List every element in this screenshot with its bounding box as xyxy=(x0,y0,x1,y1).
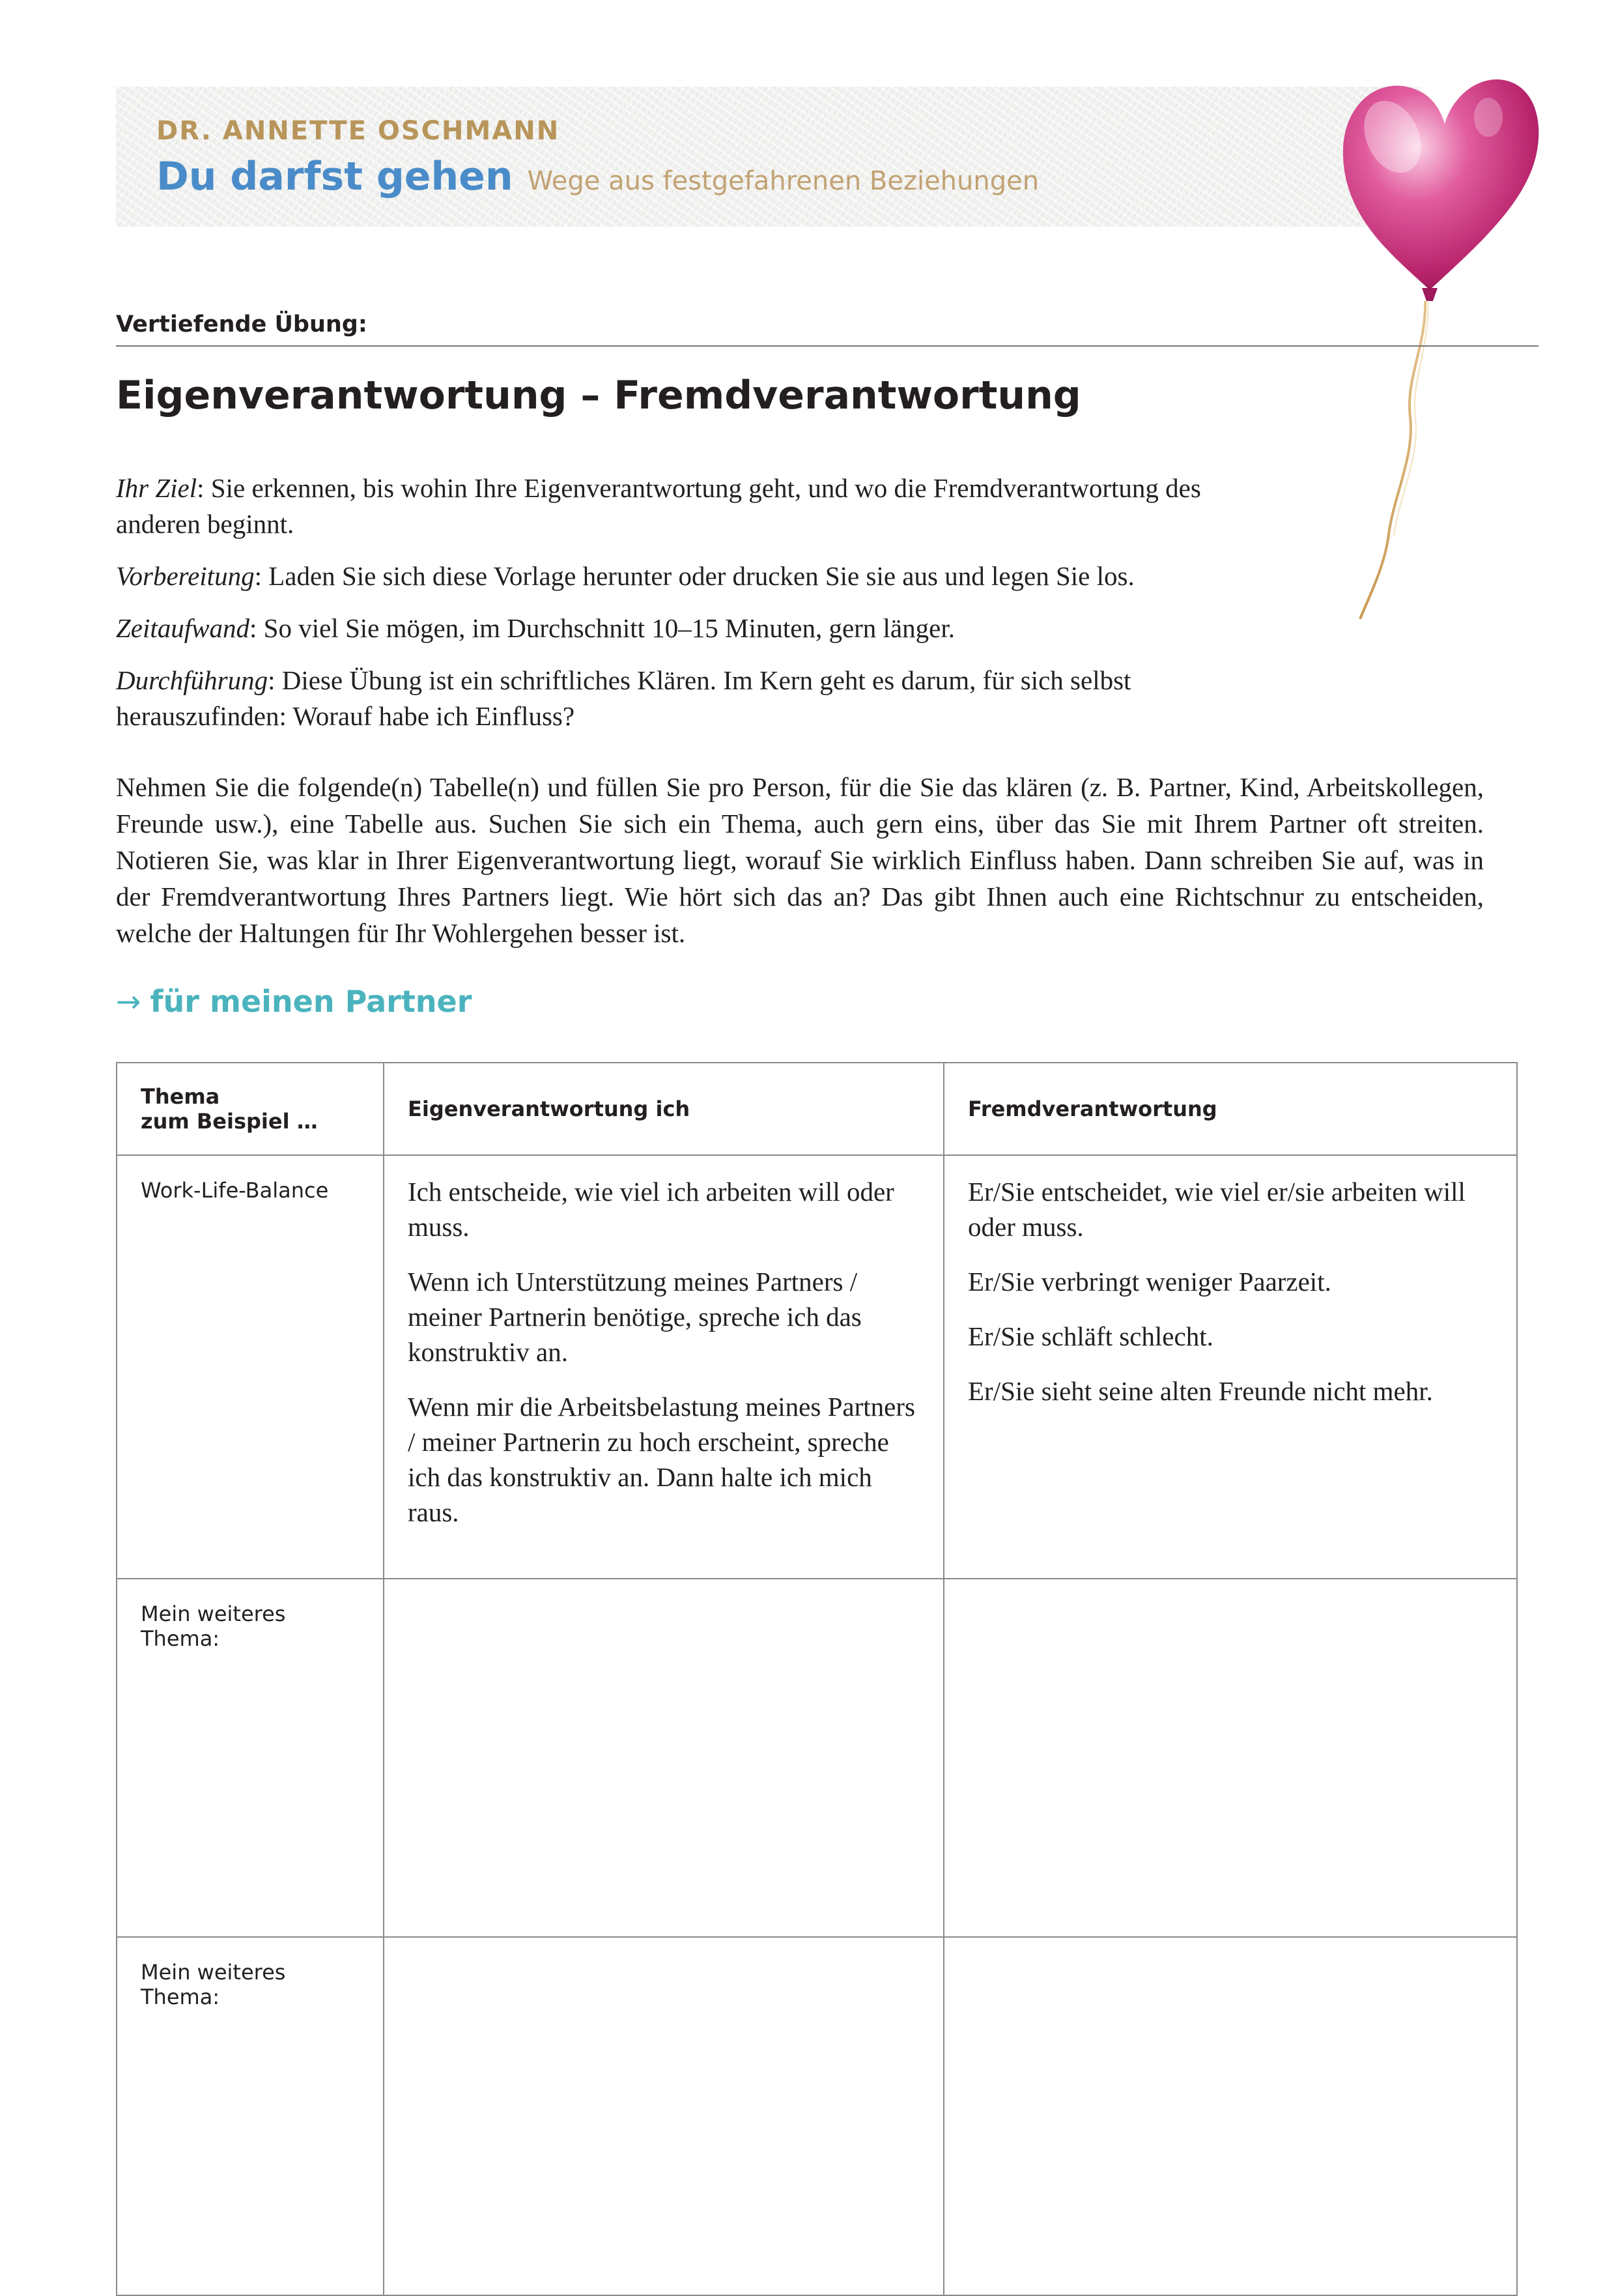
section-heading-text: für meinen Partner xyxy=(150,984,472,1019)
responsibility-table xyxy=(116,1062,1518,2296)
info-time-text: : So viel Sie mögen, im Durchschnitt 10–15 Minuten, gern länger. xyxy=(249,613,955,643)
info-goal-text: : Sie erkennen, bis wohin Ihre Eigenverantwortung geht, und wo die Fremdverantwortung des anderen beginnt. xyxy=(116,473,1201,539)
divider xyxy=(116,345,1538,347)
header-own-responsibility: Eigenverantwortung ich xyxy=(384,1063,944,1155)
author-name: DR. ANNETTE OSCHMANN xyxy=(156,116,560,146)
other-item: Er/Sie entscheidet, wie viel er/sie arbeiten will oder muss. xyxy=(968,1177,1466,1242)
blank-own-cell[interactable] xyxy=(384,1937,944,2295)
header-topic xyxy=(117,1063,384,1155)
book-title: Du darfst gehen xyxy=(156,154,513,199)
info-goal-label: Ihr Ziel xyxy=(116,473,197,503)
blank-other-cell[interactable] xyxy=(944,1937,1517,2295)
blank-topic: Mein weiteres Thema: xyxy=(117,1579,384,1937)
info-time-label: Zeitaufwand xyxy=(116,613,250,643)
info-preparation-text: : Laden Sie sich diese Vorlage herunter oder drucken Sie sie aus und legen Sie los. xyxy=(254,561,1135,591)
info-preparation xyxy=(116,558,1288,594)
blank-other-cell[interactable] xyxy=(944,1579,1517,1937)
exercise-kicker: Vertiefende Übung: xyxy=(116,311,367,337)
exercise-title: Eigenverantwortung – Fremdverantwortung xyxy=(116,373,1081,418)
info-procedure xyxy=(116,663,1288,734)
example-topic: Work-Life-Balance xyxy=(117,1155,384,1579)
intro-paragraph: Nehmen Sie die folgende(n) Tabelle(n) und füllen Sie pro Person, für die Sie das klären (z. B. Partner, Kind, Arbeitskollegen, Freunde usw.), eine Tabelle aus. Suchen Sie sich ein Thema, auch gern eins, über das Sie mit Ihrem Partner oft streiten. Notieren Sie, was klar in Ihrer Eigenverantwortung liegt, worauf Sie wirklich Einfluss haben. Dann schreiben Sie auf, was in der Fremdverantwortung Ihres Partners liegt. Wie hört sich das an? Das gibt Ihnen auch eine Richtschnur zu entscheiden, welche der Haltungen für Ihr Wohlergehen besser ist. xyxy=(116,772,1484,948)
arrow-right-icon: → xyxy=(116,984,141,1019)
exercise-info xyxy=(116,470,1288,751)
info-time xyxy=(116,610,1288,646)
section-heading xyxy=(116,984,472,1019)
info-preparation-label: Vorbereitung xyxy=(116,561,255,591)
info-procedure-label: Durchführung xyxy=(116,665,268,695)
header-topic-line2: zum Beispiel … xyxy=(141,1109,318,1134)
table-row xyxy=(117,1155,1517,1579)
blank-topic: Mein weiteres Thema: xyxy=(117,1937,384,2295)
example-other-cell[interactable] xyxy=(944,1155,1517,1579)
header-other-responsibility: Fremdverantwortung xyxy=(944,1063,1517,1155)
other-item: Er/Sie schläft schlecht. xyxy=(968,1321,1213,1351)
other-item: Er/Sie verbringt weniger Paarzeit. xyxy=(968,1267,1331,1297)
own-item: Wenn ich Unterstützung meines Partners / meiner Partnerin benötige, spreche ich das konstruktiv an. xyxy=(408,1267,862,1367)
book-subtitle: Wege aus festgefahrenen Beziehungen xyxy=(527,166,1040,196)
info-procedure-text: : Diese Übung ist ein schriftliches Klären. Im Kern geht es darum, für sich selbst herauszufinden: Worauf habe ich Einfluss? xyxy=(116,665,1131,731)
other-item: Er/Sie sieht seine alten Freunde nicht mehr. xyxy=(968,1376,1433,1406)
table-row xyxy=(117,1579,1517,1937)
book-title-line xyxy=(156,154,1039,199)
own-item: Ich entscheide, wie viel ich arbeiten will oder muss. xyxy=(408,1177,894,1242)
blank-own-cell[interactable] xyxy=(384,1579,944,1937)
heart-balloon-icon xyxy=(1329,39,1544,625)
header-topic-line1: Thema xyxy=(141,1084,220,1109)
own-item: Wenn mir die Arbeitsbelastung meines Partners / meiner Partnerin zu hoch erscheint, spreche ich das konstruktiv an. Dann halte ich mich raus. xyxy=(408,1392,915,1527)
table-header-row xyxy=(117,1063,1517,1155)
table-row xyxy=(117,1937,1517,2295)
example-own-cell[interactable] xyxy=(384,1155,944,1579)
info-goal xyxy=(116,470,1288,542)
